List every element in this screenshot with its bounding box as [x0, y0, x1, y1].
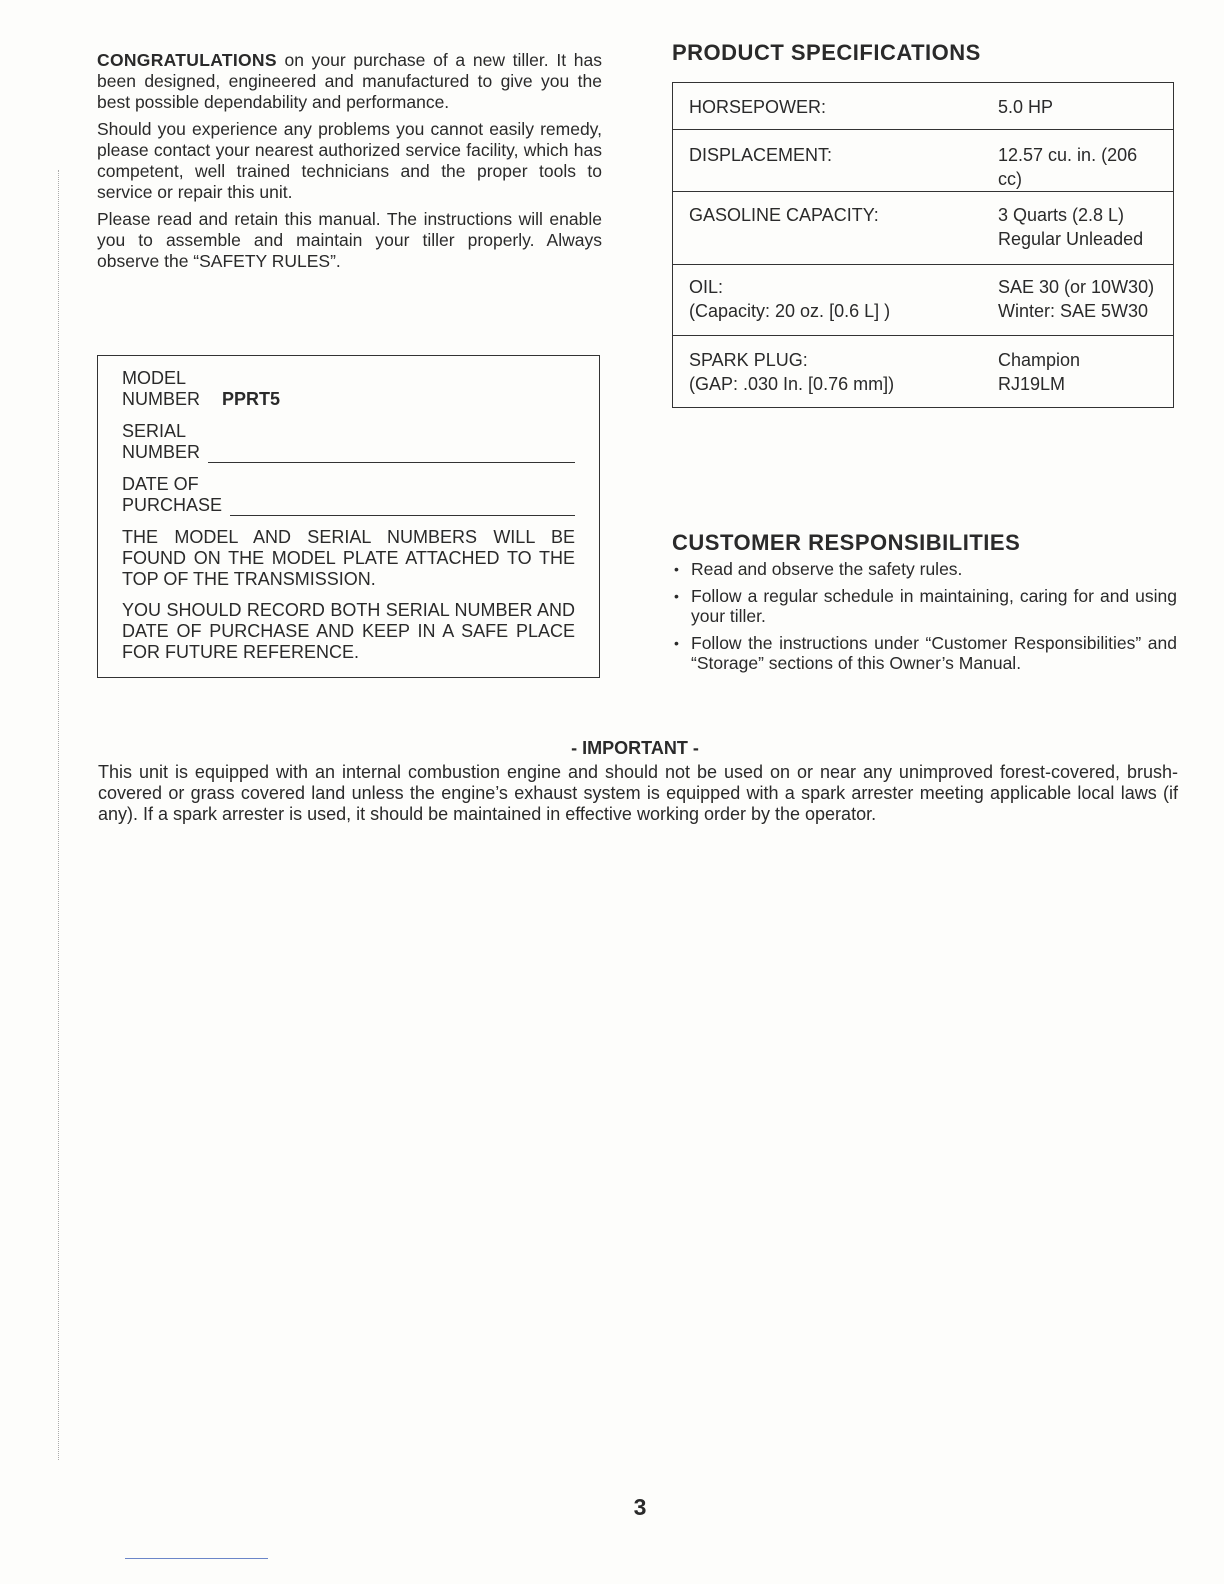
spec-label-sub: (GAP: .030 In. [0.76 mm])	[689, 374, 895, 394]
model-number-value: PPRT5	[222, 389, 281, 409]
intro-lead-word: CONGRATULATIONS	[97, 50, 277, 70]
spec-value-sub: RJ19LM	[998, 374, 1066, 394]
intro-paragraph-2: Should you experience any problems you cannot easily remedy, please contact your nearest authorized service facility, which has competent, well trained technicians and the proper tools to service or repair this unit.	[97, 119, 602, 202]
spec-row-gasoline-capacity	[673, 192, 1174, 265]
spec-label: DISPLACEMENT:	[689, 145, 833, 165]
page-number: 3	[633, 1494, 647, 1520]
intro-text	[97, 50, 602, 278]
serial-label-line-2: NUMBER	[122, 442, 201, 462]
spec-row-horsepower	[673, 83, 1174, 130]
spec-label: GASOLINE CAPACITY:	[689, 205, 879, 225]
customer-responsibilities-heading: CUSTOMER RESPONSIBILITIES	[672, 530, 1021, 555]
record-keeping-note: YOU SHOULD RECORD BOTH SERIAL NUMBER AND DATE OF PURCHASE AND KEEP IN A SAFE PLACE FOR FUTURE REFERENCE.	[122, 600, 575, 662]
intro-paragraph-1	[97, 50, 602, 113]
list-item: • Read and observe the safety rules.	[672, 559, 1177, 579]
intro-paragraph-1-text: on your purchase of a new tiller. It has been designed, engineered and manufactured to give you the best possible dependability and performance.	[97, 50, 602, 112]
spec-row-oil	[673, 265, 1174, 336]
model-plate-note: THE MODEL AND SERIAL NUMBERS WILL BE FOUND ON THE MODEL PLATE ATTACHED TO THE TOP OF THE TRANSMISSION.	[122, 527, 575, 589]
serial-label-line-1: SERIAL	[122, 421, 187, 441]
serial-number-blank-line[interactable]	[208, 447, 575, 463]
specifications-table	[672, 82, 1174, 408]
spec-row-spark-plug	[673, 336, 1174, 408]
spec-row-displacement	[673, 130, 1174, 192]
spec-value: 5.0 HP	[998, 97, 1054, 117]
spec-label: HORSEPOWER:	[689, 97, 827, 117]
spec-value: 12.57 cu. in. (206 cc)	[998, 145, 1138, 189]
date-label-line-1: DATE OF	[122, 474, 199, 494]
scan-margin-artifact	[58, 170, 61, 1460]
model-record-box	[97, 355, 600, 678]
list-item: • Follow a regular schedule in maintaining, caring for and using your tiller.	[672, 586, 1177, 626]
spec-value: 3 Quarts (2.8 L)	[998, 205, 1125, 225]
model-label-line-1: MODEL	[122, 368, 187, 388]
purchase-date-blank-line[interactable]	[230, 500, 575, 516]
bottom-rule	[125, 1558, 268, 1559]
product-specifications-heading: PRODUCT SPECIFICATIONS	[672, 40, 981, 65]
model-label-line-2: NUMBER	[122, 389, 201, 409]
spec-label-sub: (Capacity: 20 oz. [0.6 L] )	[689, 301, 891, 321]
intro-paragraph-3: Please read and retain this manual. The instructions will enable you to assemble and maintain your tiller properly. Always observe the “SAFETY RULES”.	[97, 209, 602, 271]
list-item: • Follow the instructions under “Customer Responsibilities” and “Storage” sections of this Owner’s Manual.	[672, 633, 1177, 673]
spec-value: SAE 30 (or 10W30)	[998, 277, 1155, 297]
serial-number-field	[122, 421, 575, 463]
spec-value: Champion	[998, 350, 1081, 370]
purchase-date-field	[122, 474, 575, 516]
spec-value-sub: Winter: SAE 5W30	[998, 301, 1149, 321]
model-number-field	[122, 368, 575, 410]
date-label-line-2: PURCHASE	[122, 495, 223, 515]
spec-value-sub: Regular Unleaded	[998, 229, 1144, 249]
important-heading: - IMPORTANT -	[571, 738, 699, 758]
responsibilities-list	[672, 559, 1177, 680]
spec-label: SPARK PLUG:	[689, 350, 808, 370]
spec-label: OIL:	[689, 277, 724, 297]
important-notice: This unit is equipped with an internal combustion engine and should not be used on or near any unimproved forest-covered, brush-covered or grass covered land unless the engine’s exhaust system is equipped with a spark arrester meeting applicable local laws (if any). If a spark arrester is used, it should be maintained in effective working order by the operator.	[98, 762, 1178, 824]
